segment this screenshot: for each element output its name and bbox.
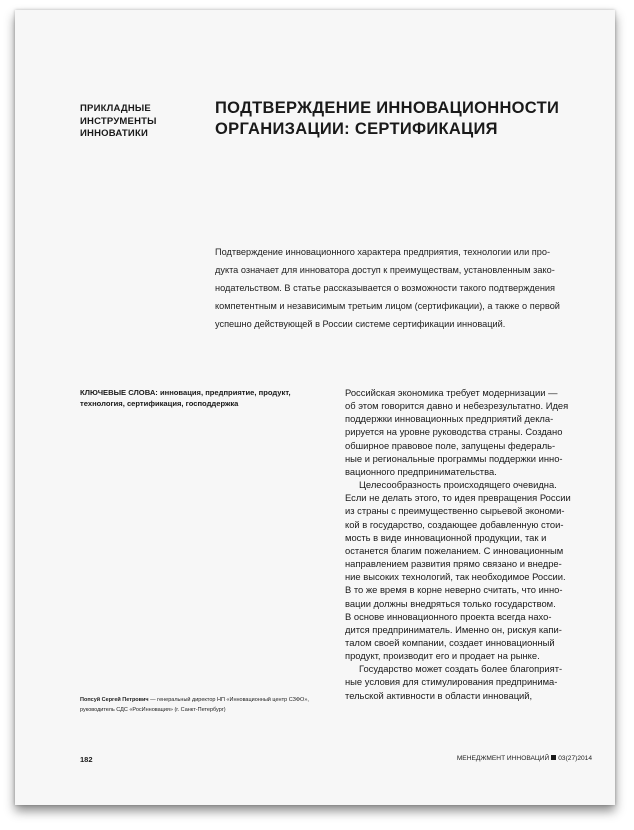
- journal-issue: 03(27)2014: [558, 755, 592, 762]
- body-line: вации должны внедряться только государством.: [345, 597, 556, 609]
- page-number: 182: [80, 755, 93, 764]
- body-line: об этом говорится давно и небезрезультатно. Идея: [345, 400, 569, 412]
- journal-page: [15, 10, 615, 805]
- body-line: дится предприниматель. Именно он, рискуя капи-: [345, 623, 562, 635]
- body-line: вационного предпринимательства.: [345, 465, 497, 477]
- body-line: рируется на уровне руководства страны. Создано: [345, 426, 563, 438]
- keywords-block: [80, 388, 325, 409]
- body-line: ные условия для стимулирования предпринима-: [345, 676, 558, 688]
- square-separator-icon: [551, 755, 556, 760]
- body-line: останется благим пожеланием. С инновационным: [345, 544, 564, 556]
- article-body: [345, 386, 607, 702]
- body-line: В то же время в корне неверно считать, что инно-: [345, 584, 563, 596]
- body-line: ние высоких технологий, так необходимое России.: [345, 571, 566, 583]
- body-line: продукт, производит его и продает на рынке.: [345, 650, 540, 662]
- author-name: Попсуй Сергей Петрович: [80, 697, 149, 703]
- author-affiliation: руководитель СДС «РосИнновация» (г. Санкт-Петербург): [80, 706, 226, 713]
- body-line: Государство может создать более благоприят-: [359, 663, 563, 675]
- journal-footer: [457, 755, 592, 762]
- body-line: Если не делать этого, то идея превращения России: [345, 492, 571, 504]
- body-line: Целесообразность происходящего очевидна.: [359, 479, 557, 491]
- abstract-line: компетентным и независимым третьим лицом (сертификации), а также о первой: [215, 301, 560, 311]
- body-line: направлением развития прямо связано и внедре-: [345, 558, 562, 570]
- section-label-line: ПРИКЛАДНЫЕ: [80, 103, 151, 114]
- article-title-line: ПОДТВЕРЖДЕНИЕ ИННОВАЦИОННОСТИ: [215, 99, 560, 117]
- keywords-line: КЛЮЧЕВЫЕ СЛОВА: инновация, предприятие, продукт,: [80, 388, 291, 397]
- abstract-line: успешно действующей в России системе сертификации инноваций.: [215, 319, 506, 329]
- journal-name: МЕНЕДЖМЕНТ ИННОВАЦИЙ: [456, 755, 550, 762]
- section-label-line: ИННОВАТИКИ: [80, 128, 148, 139]
- body-line: ные и региональные программы поддержки инно-: [345, 452, 563, 464]
- body-line: обширное правовое поле, запущены федераль-: [345, 439, 556, 451]
- body-line: В основе инновационного проекта всегда нахо-: [345, 610, 552, 622]
- abstract-line: дукта означает для инноватора доступ к преимуществам, установленным зако-: [215, 265, 555, 275]
- author-position: — генеральный директор НП «Инновационный центр СЗФО»,: [148, 697, 309, 703]
- body-line: кой в государство, создающее добавленную стои-: [345, 518, 564, 530]
- body-line: мость в виде инновационной продукции, так и: [345, 531, 547, 543]
- keywords-line: технология, сертификация, господдержка: [80, 398, 239, 408]
- abstract-line: Подтверждение инновационного характера предприятия, технологии или про-: [215, 247, 551, 257]
- body-line: Российская экономика требует модернизации —: [345, 387, 558, 398]
- author-line: [80, 696, 330, 706]
- body-line: из страны с преимущественно сырьевой экономи-: [345, 505, 565, 517]
- body-line: тельской активности в области инноваций,: [345, 689, 533, 701]
- article-abstract: [215, 243, 600, 333]
- section-label: [80, 103, 200, 141]
- section-label-line: ИНСТРУМЕНТЫ: [80, 115, 157, 127]
- body-line: поддержки инновационных предприятий декла-: [345, 413, 554, 425]
- author-info: [80, 696, 330, 715]
- article-title: [215, 98, 605, 140]
- abstract-line: нодательством. В статье рассказывается о возможности такого подтверждения: [215, 283, 556, 293]
- article-title-line: ОРГАНИЗАЦИИ: СЕРТИФИКАЦИЯ: [215, 120, 498, 138]
- body-line: талом своей компании, создает инновационный: [345, 636, 555, 648]
